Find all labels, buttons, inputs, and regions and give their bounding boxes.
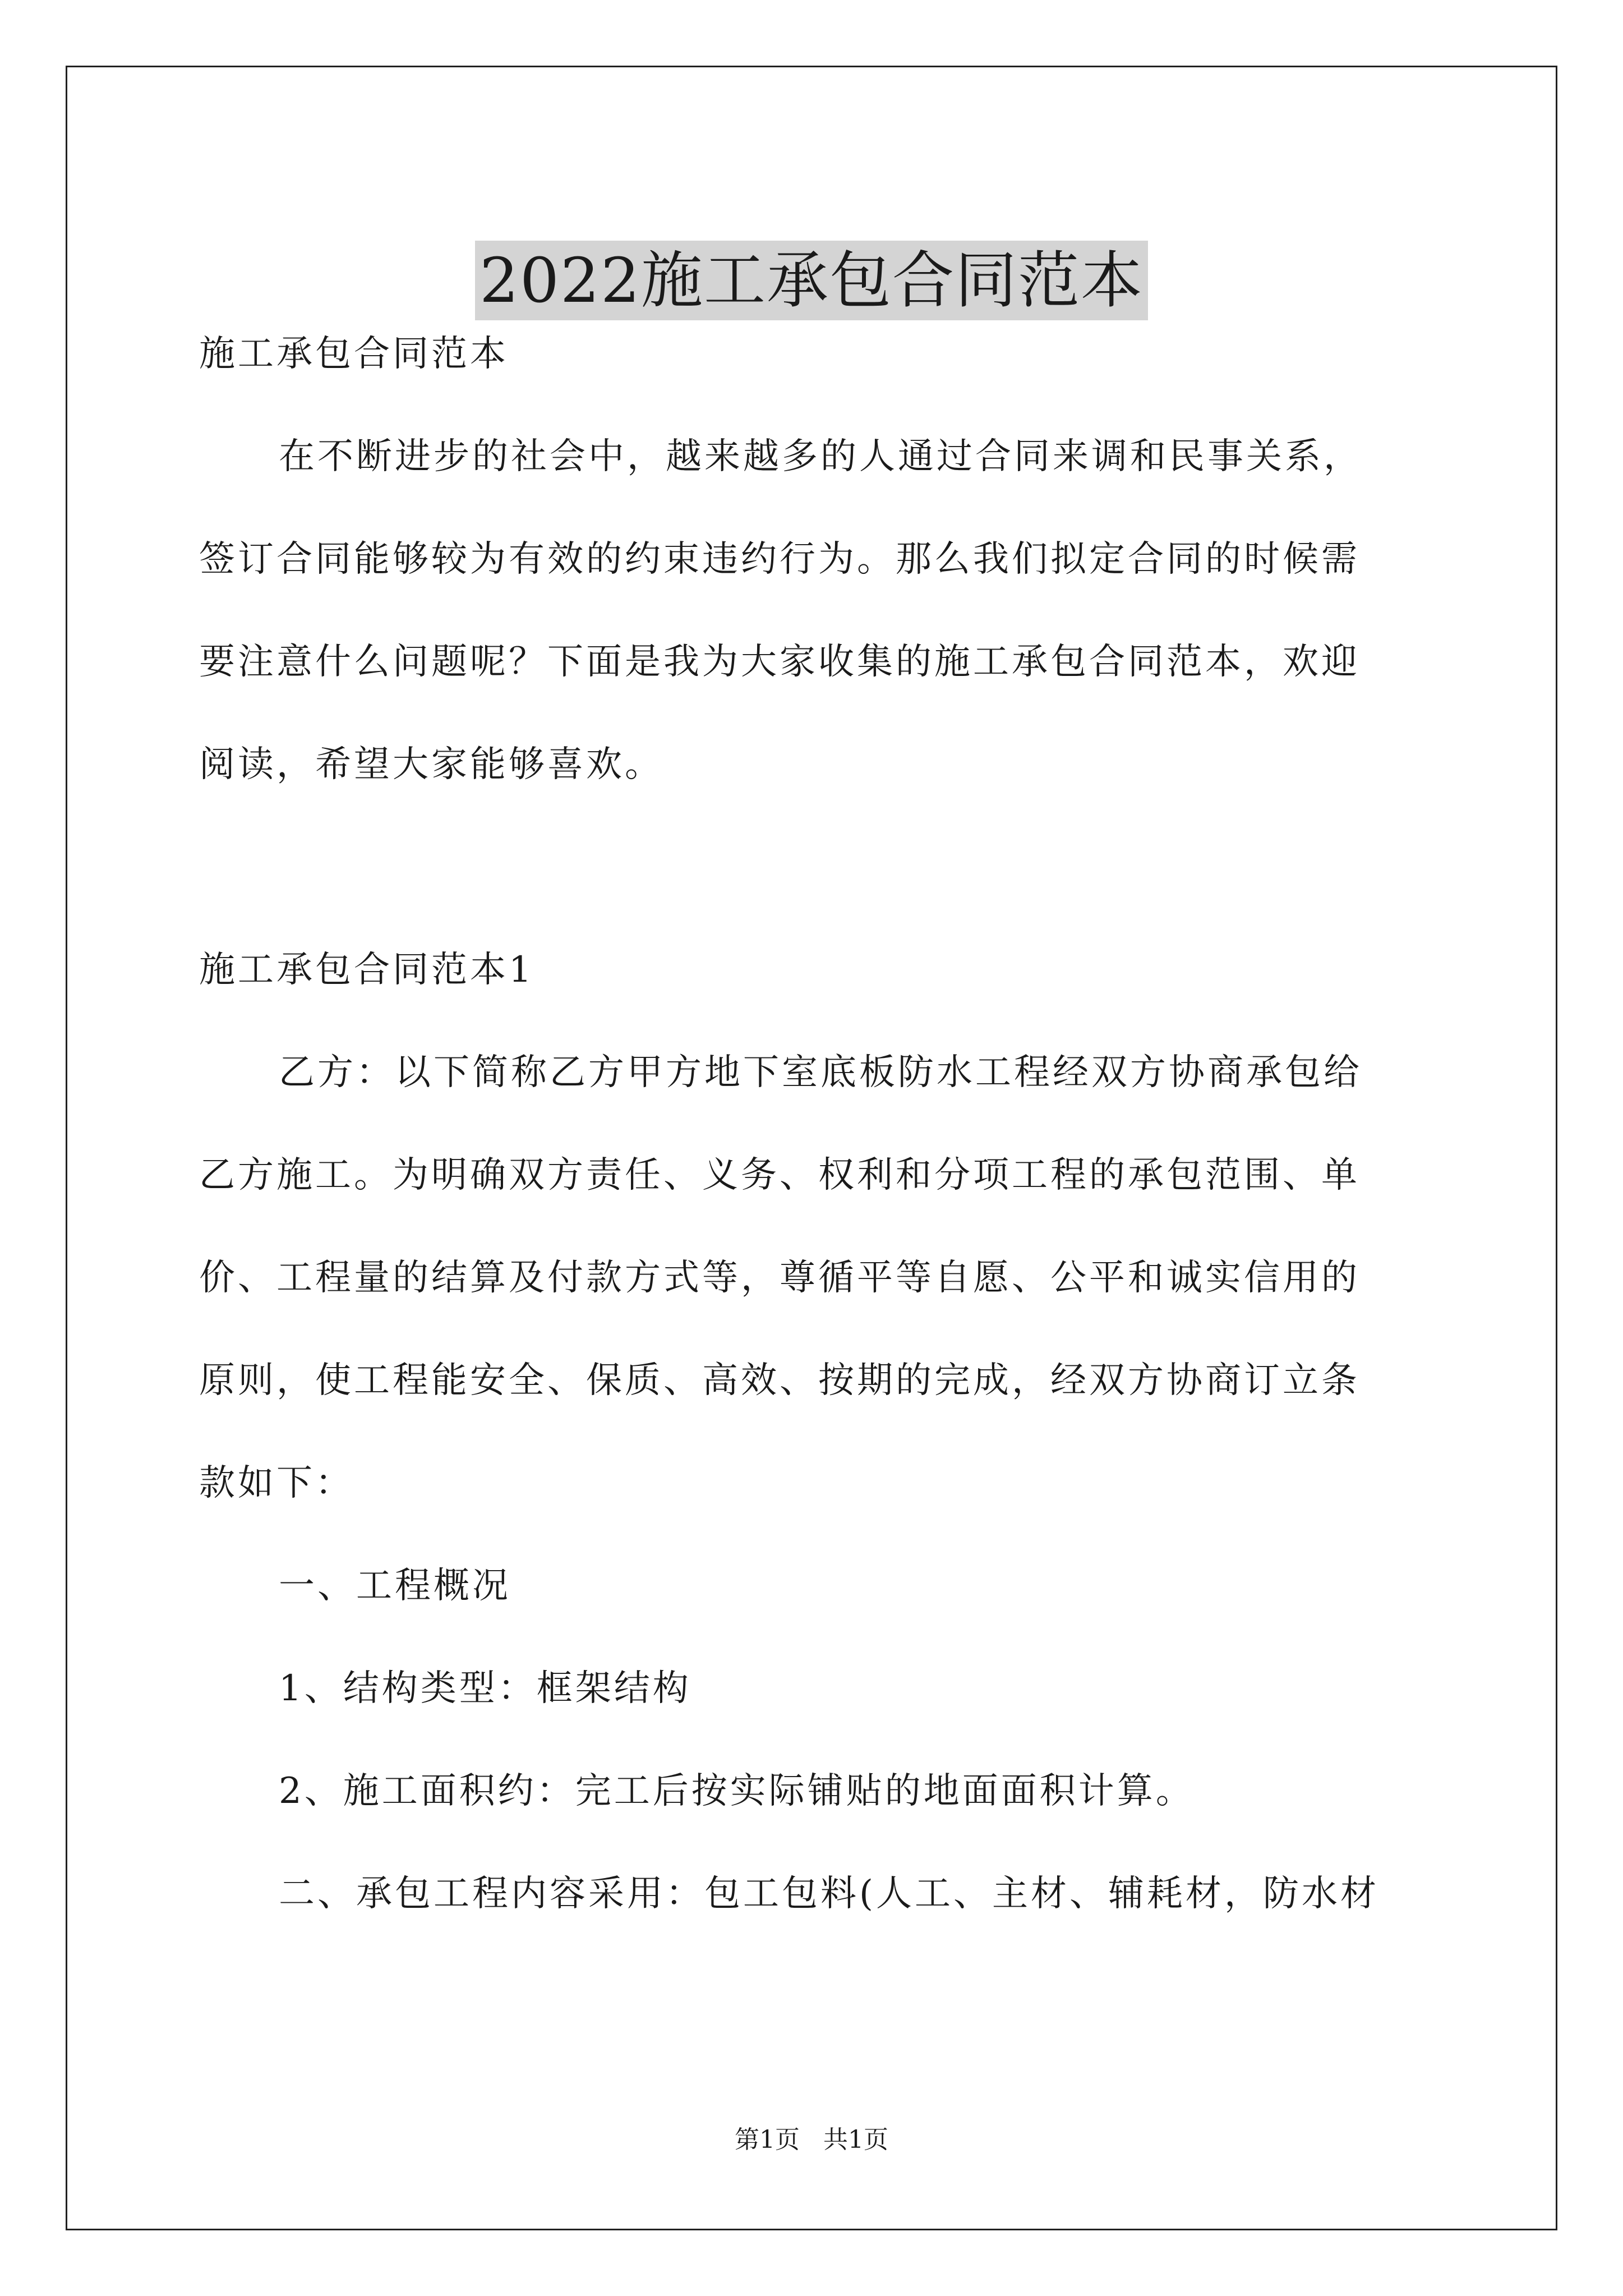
clause-item: 1、结构类型：框架结构: [279, 1668, 691, 1709]
document-title: 2022施工承包合同范本: [475, 241, 1148, 320]
clause-item: 2、施工面积约：完工后按实际铺贴的地面面积计算。: [279, 1770, 1195, 1812]
page-number: 第1页 共1页: [735, 2125, 888, 2154]
document-body: [199, 303, 1433, 1945]
clause-heading: 二、承包工程内容采用：包工包料(人工、主材、辅耗材，防水材: [279, 1873, 1379, 1915]
body-line: 原则，使工程能安全、保质、高效、按期的完成，经双方协商订立条: [199, 1360, 1360, 1401]
body-line: 乙方：以下简称乙方甲方地下室底板防水工程经双方协商承包给: [279, 1052, 1362, 1093]
intro-line: 阅读，希望大家能够喜欢。: [199, 744, 663, 785]
clause-heading: 一、工程概况: [279, 1565, 511, 1607]
document-heading: 施工承包合同范本: [199, 333, 509, 375]
body-line: 款如下：: [199, 1462, 354, 1504]
body-line: 乙方施工。为明确双方责任、义务、权利和分项工程的承包范围、单: [199, 1154, 1360, 1196]
intro-line: 签订合同能够较为有效的约束违约行为。那么我们拟定合同的时候需: [199, 539, 1360, 580]
section-heading: 施工承包合同范本1: [199, 949, 534, 991]
intro-line: 要注意什么问题呢？下面是我为大家收集的施工承包合同范本，欢迎: [199, 641, 1360, 683]
paragraph-gap: [199, 816, 1433, 919]
body-line: 价、工程量的结算及付款方式等，尊循平等自愿、公平和诚实信用的: [199, 1257, 1360, 1299]
intro-line: 在不断进步的社会中，越来越多的人通过合同来调和民事关系，: [279, 436, 1362, 477]
